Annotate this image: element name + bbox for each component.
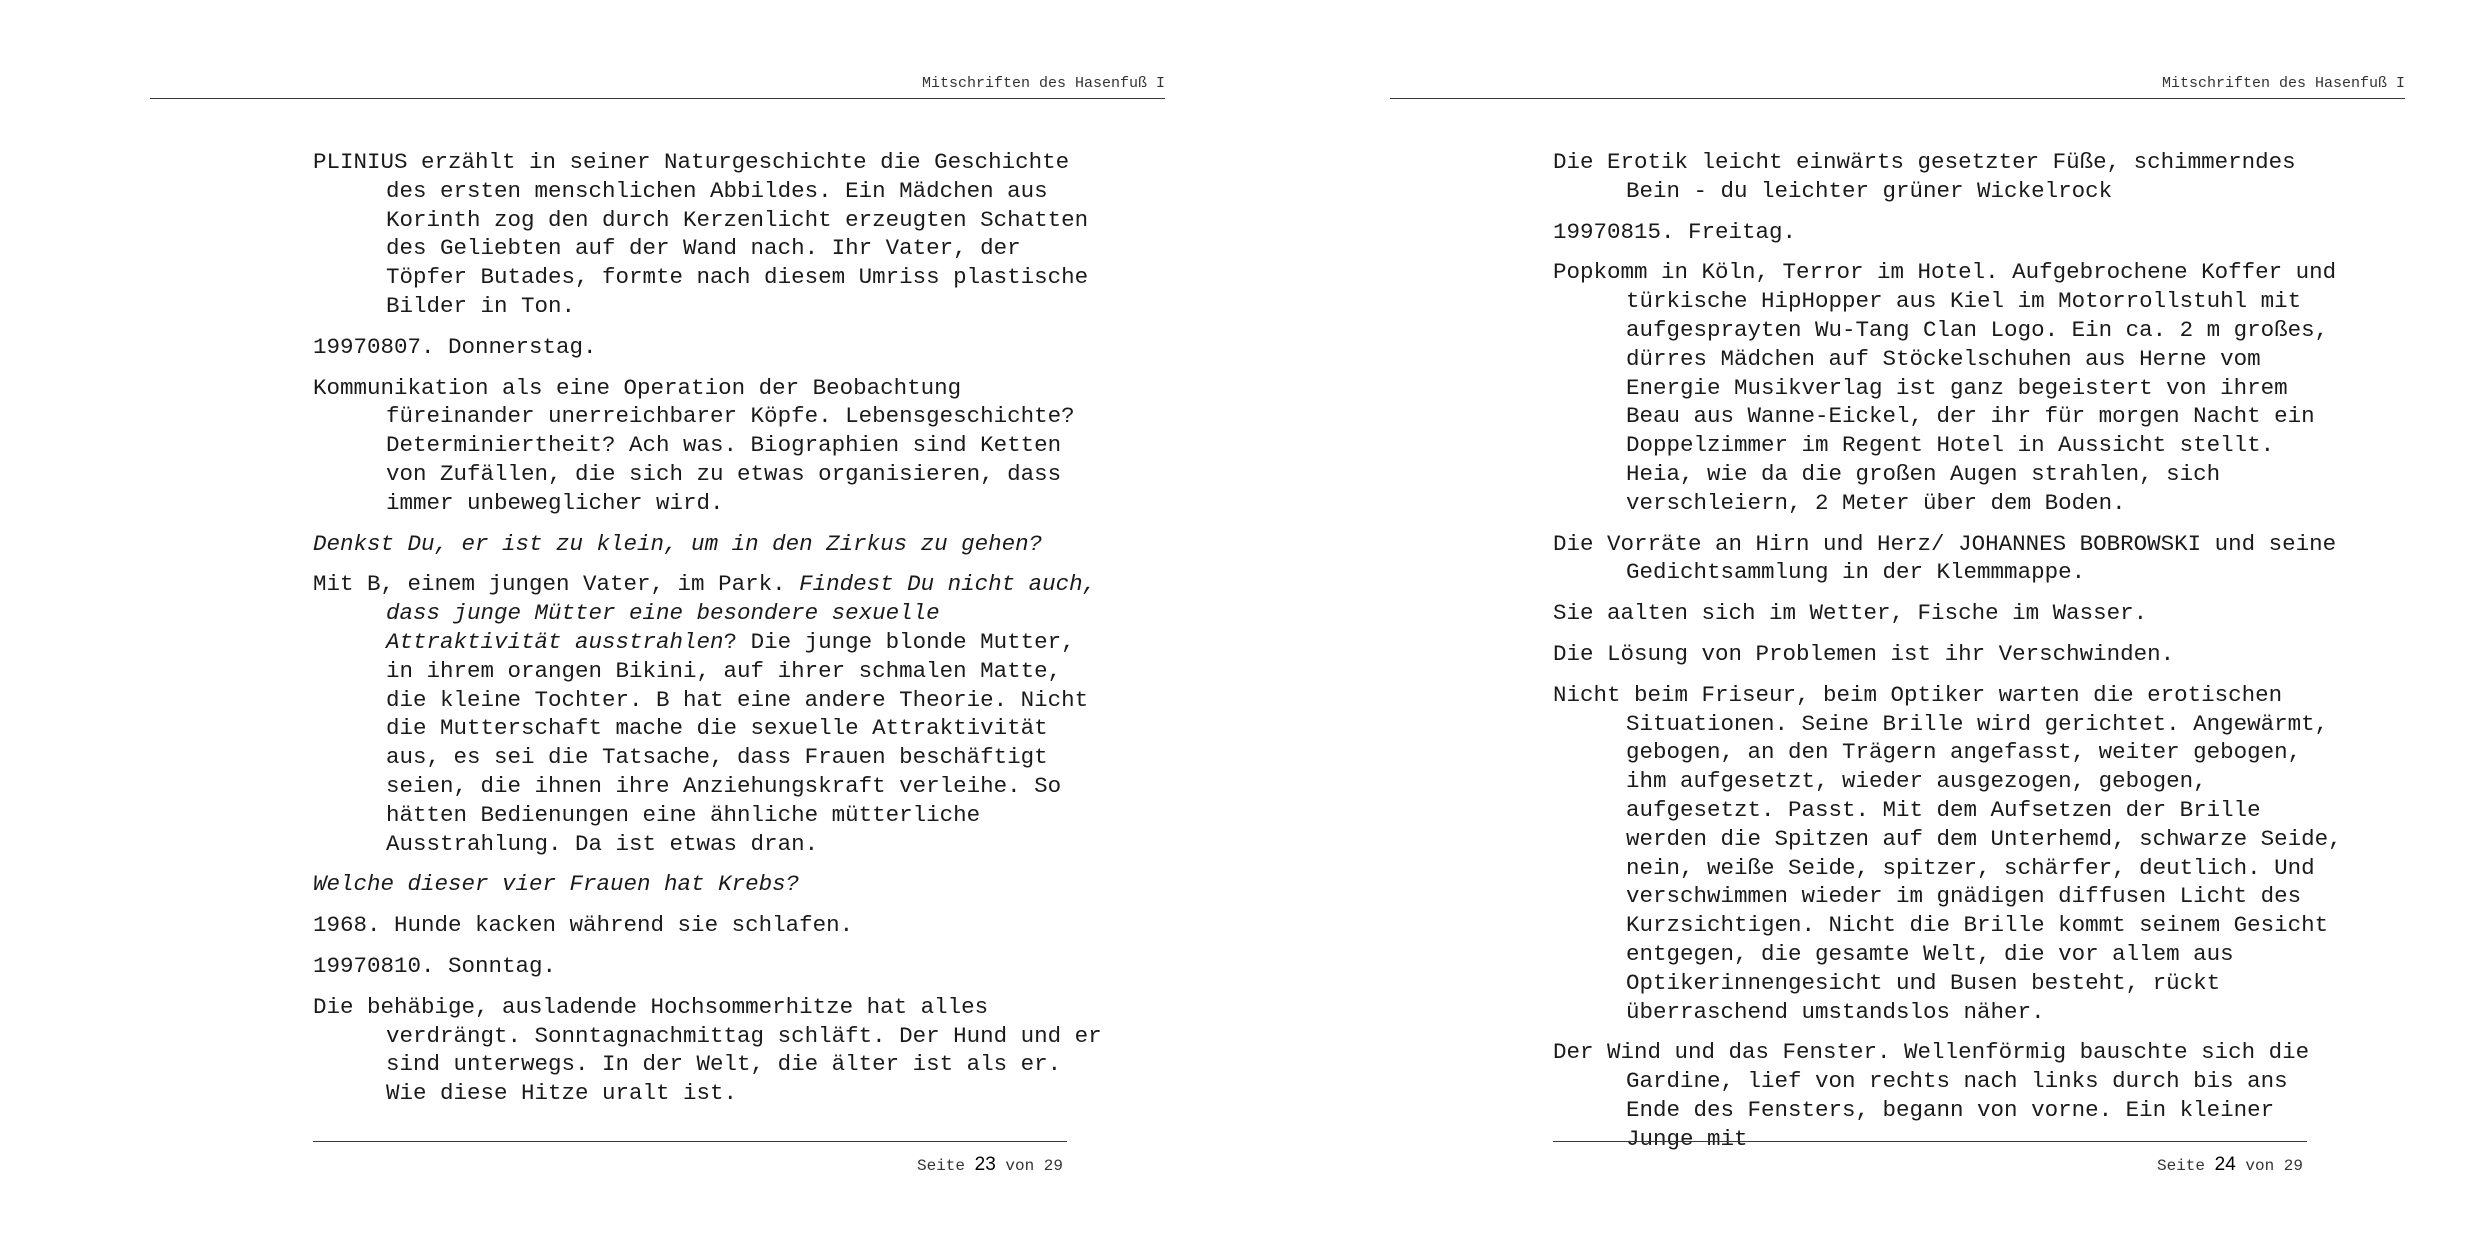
text-segment: Die Vorräte an Hirn und Herz/ JOHANNES BOBROWSKI und seine Gedichtsammlung in der Klemmmappe.	[1553, 530, 2337, 586]
page-body	[313, 148, 1103, 1120]
paragraph	[313, 911, 1103, 940]
page-footer	[1553, 1154, 2303, 1177]
page-footer	[313, 1154, 1063, 1177]
page-number: 24	[2214, 1154, 2236, 1175]
text-segment: Welche dieser vier Frauen hat Krebs?	[313, 871, 800, 898]
text-segment: Popkomm in Köln, Terror im Hotel. Aufgebrochene Koffer und türkische HipHopper aus Kiel im Motorrollstuhl mit aufgesprayten Wu-Tang Clan Logo. Ein ca. 2 m großes, dürres Mädchen auf Stöckelschuhen aus Herne vom Energie Musikverlag ist ganz begeistert von ihrem Beau aus Wanne-Eickel, der ihr für morgen Nacht ein Doppelzimmer im Regent Hotel in Aussicht stellt. Heia, wie da die großen Augen strahlen, sich verschleiern, 2 Meter über dem Boden.	[1553, 259, 2337, 516]
paragraph	[1553, 681, 2343, 1027]
paragraph	[313, 870, 1103, 899]
text-segment: Nicht beim Friseur, beim Optiker warten die erotischen Situationen. Seine Brille wird gerichtet. Angewärmt, gebogen, an den Trägern angefasst, weiter gebogen, ihm aufgesetzt, wieder ausgezogen, gebogen, aufgesetzt. Passt. Mit dem Aufsetzen der Brille werden die Spitzen auf dem Unterhemd, schwarze Seide, nein, weiße Seide, spitzer, schärfer, deutlich. Und verschwimmen wieder im gnädigen diffusen Licht des Kurzsichtigen. Nicht die Brille kommt seinem Gesicht entgegen, die gesamte Welt, die vor allem aus Optikerinnengesicht und Busen besteht, rückt überraschend umstandslos näher.	[1553, 681, 2342, 1025]
page-total: 29	[1043, 1157, 1063, 1175]
paragraph	[313, 333, 1103, 362]
italic-text: Findest Du nicht auch, dass junge Mütter eine besondere sexuelle Attraktivität ausstrahlen	[386, 571, 1097, 655]
footer-rule	[1553, 1141, 2307, 1142]
page-number: 23	[974, 1154, 996, 1175]
text-segment: Kommunikation als eine Operation der Beobachtung füreinander unerreichbarer Köpfe. Lebensgeschichte? Determiniertheit? Ach was. Biographien sind Ketten von Zufällen, die sich zu etwas organisieren, dass immer unbeweglicher wird.	[313, 374, 1075, 516]
footer-prefix: Seite	[2157, 1157, 2206, 1175]
text-segment: Die Erotik leicht einwärts gesetzter Füße, schimmerndes Bein - du leichter grüner Wickelrock	[1553, 149, 2296, 204]
text-segment: Mit B, einem jungen Vater, im Park.	[313, 571, 800, 598]
paragraph	[1553, 258, 2343, 517]
paragraph	[1553, 1038, 2343, 1153]
running-header: Mitschriften des Hasenfuß I	[150, 74, 1165, 99]
text-segment: Der Wind und das Fenster. Wellenförmig bauschte sich die Gardine, lief von rechts nach links durch bis ans Ende des Fensters, begann von vorne. Ein kleiner Junge mit	[1553, 1039, 2310, 1152]
page-body	[1553, 148, 2343, 1166]
paragraph	[313, 374, 1103, 518]
text-segment: Sie aalten sich im Wetter, Fische im Wasser.	[1553, 600, 2148, 627]
paragraph	[313, 993, 1103, 1108]
paragraph	[313, 570, 1103, 858]
text-segment: Die Lösung von Problemen ist ihr Verschwinden.	[1553, 640, 2175, 667]
paragraph	[313, 952, 1103, 981]
paragraph	[1553, 218, 2343, 247]
footer-separator: von	[1005, 1157, 1035, 1175]
text-segment: 19970807. Donnerstag.	[313, 333, 597, 360]
text-segment: Die behäbige, ausladende Hochsommerhitze hat alles verdrängt. Sonntagnachmittag schläft. Der Hund und er sind unterwegs. In der Welt, die älter ist als er. Wie diese Hitze uralt ist.	[313, 993, 1102, 1107]
paragraph	[313, 148, 1103, 321]
text-segment: Denkst Du, er ist zu klein, um in den Zirkus zu gehen?	[313, 530, 1043, 557]
paragraph	[1553, 530, 2343, 588]
text-segment: ? Die junge blonde Mutter, in ihrem orangen Bikini, auf ihrer schmalen Matte, die kleine Tochter. B hat eine andere Theorie. Nicht die Mutterschaft mache die sexuelle Attraktivität aus, es sei die Tatsache, dass Frauen beschäftigt seien, die ihnen ihre Anziehungskraft verleihe. So hätten Bedienungen eine ähnliche mütterliche Ausstrahlung. Da ist etwas dran.	[386, 628, 1089, 857]
paragraph	[313, 530, 1103, 559]
paragraph	[1553, 640, 2343, 669]
text-segment: PLINIUS erzählt in seiner Naturgeschichte die Geschichte des ersten menschlichen Abbildes. Ein Mädchen aus Korinth zog den durch Kerzenlicht erzeugten Schatten des Geliebten auf der Wand nach. Ihr Vater, der Töpfer Butades, formte nach diesem Umriss plastische Bilder in Ton.	[313, 149, 1089, 319]
page-right	[1240, 0, 2480, 1240]
text-segment: 19970815. Freitag.	[1553, 218, 1797, 245]
paragraph	[1553, 599, 2343, 628]
text-segment: 1968. Hunde kacken während sie schlafen.	[313, 912, 854, 939]
page-total: 29	[2283, 1157, 2303, 1175]
text-segment: 19970810. Sonntag.	[313, 952, 557, 979]
paragraph	[1553, 148, 2343, 206]
running-header: Mitschriften des Hasenfuß I	[1390, 74, 2405, 99]
footer-prefix: Seite	[917, 1157, 966, 1175]
footer-separator: von	[2245, 1157, 2275, 1175]
footer-rule	[313, 1141, 1067, 1142]
